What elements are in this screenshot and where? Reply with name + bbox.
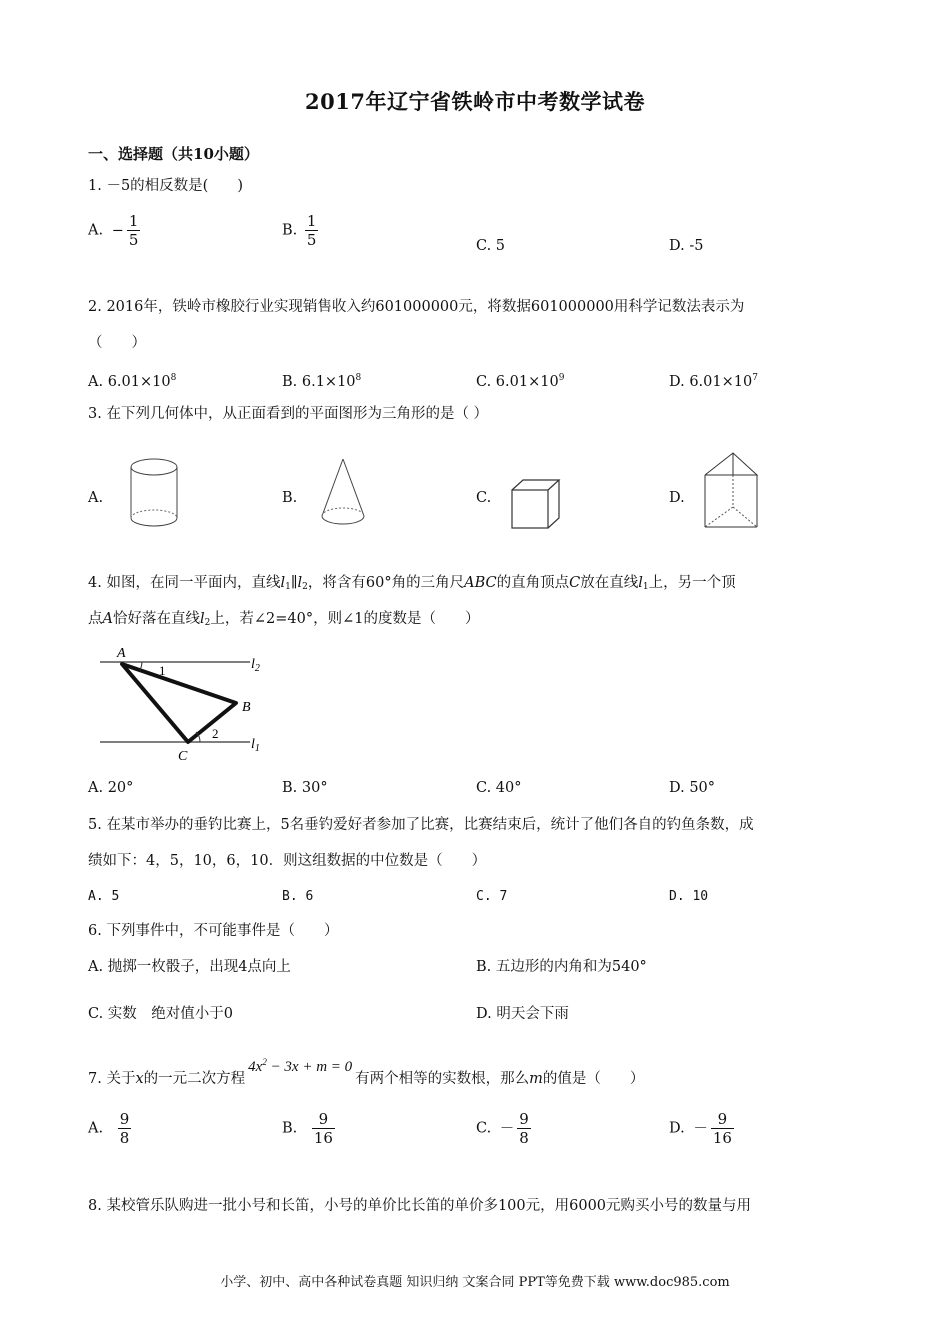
subscript: 2 bbox=[254, 663, 260, 674]
fraction bbox=[305, 212, 319, 249]
q2-option-b[interactable] bbox=[282, 368, 361, 392]
cylinder-figure bbox=[127, 456, 183, 530]
option-label: B. bbox=[282, 222, 298, 239]
text: − 3x + m = 0 bbox=[266, 1059, 353, 1075]
var-x: x bbox=[135, 1071, 144, 1087]
var-c: C bbox=[569, 575, 581, 591]
denominator: 16 bbox=[712, 1129, 732, 1147]
text: 放在直线 bbox=[580, 575, 639, 591]
cone-figure bbox=[318, 456, 370, 530]
triangle-figure bbox=[98, 642, 268, 766]
q5-option-d[interactable]: D. 10 bbox=[669, 889, 709, 904]
q7-option-d[interactable] bbox=[669, 1110, 734, 1147]
option-label: A. bbox=[88, 222, 104, 239]
cube-figure bbox=[510, 478, 562, 532]
subscript: 1 bbox=[642, 582, 649, 592]
point-b-label: B bbox=[242, 700, 251, 715]
q4-option-d[interactable]: D. 50° bbox=[669, 780, 716, 796]
option-text: C. 6.01×10 bbox=[476, 374, 559, 390]
quadratic-equation bbox=[245, 1059, 355, 1075]
question-4-line-1 bbox=[88, 573, 736, 597]
option-text: B. 6.1×10 bbox=[282, 374, 356, 390]
exponent: 8 bbox=[170, 373, 177, 383]
exponent: 7 bbox=[752, 373, 758, 383]
page-title: 2017年辽宁省铁岭市中考数学试卷 bbox=[305, 89, 645, 114]
option-label: A. bbox=[88, 1120, 104, 1137]
text: 7. 关于 bbox=[88, 1071, 136, 1087]
text: 4x bbox=[248, 1059, 263, 1075]
q6-option-d[interactable]: D. 明天会下雨 bbox=[476, 1006, 569, 1022]
denominator: 5 bbox=[128, 231, 139, 249]
q6-option-c[interactable]: C. 实数 绝对值小于0 bbox=[88, 1006, 234, 1022]
denominator: 16 bbox=[313, 1129, 333, 1147]
question-6-stem: 6. 下列事件中，不可能事件是（ ） bbox=[88, 923, 339, 939]
question-2-stem: 2. 2016年，铁岭市橡胶行业实现销售收入约601000000元，将数据601000000用科学记数法表示为 bbox=[88, 299, 745, 315]
question-7-stem bbox=[88, 1057, 645, 1089]
q3-option-d[interactable]: D. bbox=[669, 490, 685, 506]
fraction bbox=[517, 1110, 531, 1147]
numerator: 9 bbox=[318, 1110, 329, 1128]
numerator: 1 bbox=[306, 212, 317, 230]
q3-option-c[interactable]: C. bbox=[476, 490, 492, 506]
denominator: 8 bbox=[519, 1129, 529, 1147]
minus-sign: − bbox=[111, 222, 124, 239]
point-c-label: C bbox=[178, 749, 188, 764]
option-text: A. 6.01×10 bbox=[88, 374, 171, 390]
question-4-line-2 bbox=[88, 609, 479, 633]
exponent: 9 bbox=[558, 373, 565, 383]
text: 点 bbox=[88, 611, 103, 627]
q7-option-a[interactable] bbox=[88, 1110, 131, 1147]
parallel-sign: ∥ bbox=[290, 575, 298, 591]
q6-option-a[interactable]: A. 抛掷一枚骰子，出现4点向上 bbox=[88, 959, 291, 975]
q1-option-d[interactable]: D. -5 bbox=[669, 238, 704, 254]
triangular-prism-figure bbox=[702, 451, 760, 531]
exponent: 2 bbox=[262, 1057, 267, 1067]
subscript: 2 bbox=[204, 618, 211, 628]
fraction bbox=[312, 1110, 335, 1147]
line-l2-label bbox=[251, 657, 260, 674]
q7-option-c[interactable] bbox=[476, 1110, 531, 1147]
subscript: 1 bbox=[254, 743, 260, 754]
q4-option-a[interactable]: A. 20° bbox=[88, 780, 134, 796]
section-heading: 一、选择题（共10小题） bbox=[88, 145, 259, 163]
question-1-stem: 1. －5的相反数是( ) bbox=[88, 178, 243, 194]
q1-option-c[interactable]: C. 5 bbox=[476, 238, 506, 254]
q2-option-a[interactable] bbox=[88, 368, 176, 392]
q7-option-b[interactable] bbox=[282, 1110, 335, 1147]
minus-sign: － bbox=[693, 1120, 708, 1137]
fraction bbox=[711, 1110, 734, 1147]
text: l bbox=[251, 737, 255, 752]
numerator: 9 bbox=[717, 1110, 728, 1128]
option-label: D. bbox=[669, 1120, 685, 1137]
text: 上，若∠2=40°，则∠1的度数是（ ） bbox=[210, 611, 480, 627]
var-l: l bbox=[280, 575, 286, 591]
text: ，将含有60°角的三角尺 bbox=[307, 575, 465, 591]
q1-option-b[interactable] bbox=[282, 212, 318, 249]
text: l bbox=[251, 657, 255, 672]
text: 4. 如图，在同一平面内，直线 bbox=[88, 575, 281, 591]
question-5-line-2: 绩如下：4，5，10，6，10．则这组数据的中位数是（ ） bbox=[88, 853, 487, 869]
option-label: B. bbox=[282, 1120, 298, 1137]
text: 的一元二次方程 bbox=[143, 1071, 246, 1087]
line-l1-label bbox=[251, 737, 260, 754]
q5-option-a[interactable]: A. 5 bbox=[88, 889, 120, 904]
question-3-stem: 3. 在下列几何体中，从正面看到的平面图形为三角形的是（ ） bbox=[88, 406, 489, 422]
q6-option-b[interactable]: B. 五边形的内角和为540° bbox=[476, 959, 647, 975]
point-a-label: A bbox=[117, 646, 126, 661]
answer-paren: （ ） bbox=[88, 335, 146, 351]
angle-1-label: 1 bbox=[159, 663, 166, 678]
numerator: 9 bbox=[519, 1110, 529, 1128]
angle-2-label: 2 bbox=[212, 726, 219, 741]
q2-option-d[interactable] bbox=[669, 368, 758, 392]
text: 的直角顶点 bbox=[496, 575, 570, 591]
subscript: 2 bbox=[302, 582, 308, 592]
var-abc: ABC bbox=[464, 575, 497, 591]
q4-option-c[interactable]: C. 40° bbox=[476, 780, 522, 796]
var-l: l bbox=[199, 611, 205, 627]
var-l: l bbox=[297, 575, 303, 591]
question-5-line-1: 5. 在某市举办的垂钓比赛上，5名垂钓爱好者参加了比赛，比赛结束后，统计了他们各自的钓鱼条数，成 bbox=[88, 817, 754, 833]
text: 有两个相等的实数根，那么 bbox=[355, 1071, 530, 1087]
numerator: 9 bbox=[119, 1110, 130, 1128]
q3-option-a[interactable]: A. bbox=[88, 490, 104, 506]
option-text: D. 6.01×10 bbox=[669, 374, 753, 390]
q2-option-c[interactable] bbox=[476, 368, 564, 392]
question-8-line-1: 8. 某校管乐队购进一批小号和长笛，小号的单价比长笛的单价多100元，用6000元购买小号的数量与用 bbox=[88, 1198, 752, 1214]
var-m: m bbox=[529, 1071, 543, 1087]
var-a: A bbox=[102, 611, 113, 627]
q1-option-a[interactable] bbox=[88, 212, 140, 249]
q4-option-b[interactable]: B. 30° bbox=[282, 780, 328, 796]
fraction bbox=[127, 212, 141, 249]
page-footer: 小学、初中、高中各种试卷真题 知识归纳 文案合同 PPT等免费下载 www.doc985.com bbox=[220, 1275, 730, 1290]
subscript: 1 bbox=[285, 582, 291, 592]
q3-option-b[interactable]: B. bbox=[282, 490, 298, 506]
text: 上，另一个顶 bbox=[648, 575, 736, 591]
option-label: C. bbox=[476, 1120, 492, 1137]
fraction bbox=[118, 1110, 132, 1147]
q5-option-c[interactable]: C. 7 bbox=[476, 889, 508, 904]
var-l: l bbox=[638, 575, 643, 591]
q5-option-b[interactable]: B. 6 bbox=[282, 889, 314, 904]
denominator: 8 bbox=[119, 1129, 130, 1147]
minus-sign: － bbox=[499, 1120, 515, 1137]
numerator: 1 bbox=[128, 212, 139, 230]
text: 恰好落在直线 bbox=[112, 611, 200, 627]
text: 的值是（ ） bbox=[542, 1071, 645, 1087]
denominator: 5 bbox=[306, 231, 317, 249]
exponent: 8 bbox=[355, 373, 362, 383]
